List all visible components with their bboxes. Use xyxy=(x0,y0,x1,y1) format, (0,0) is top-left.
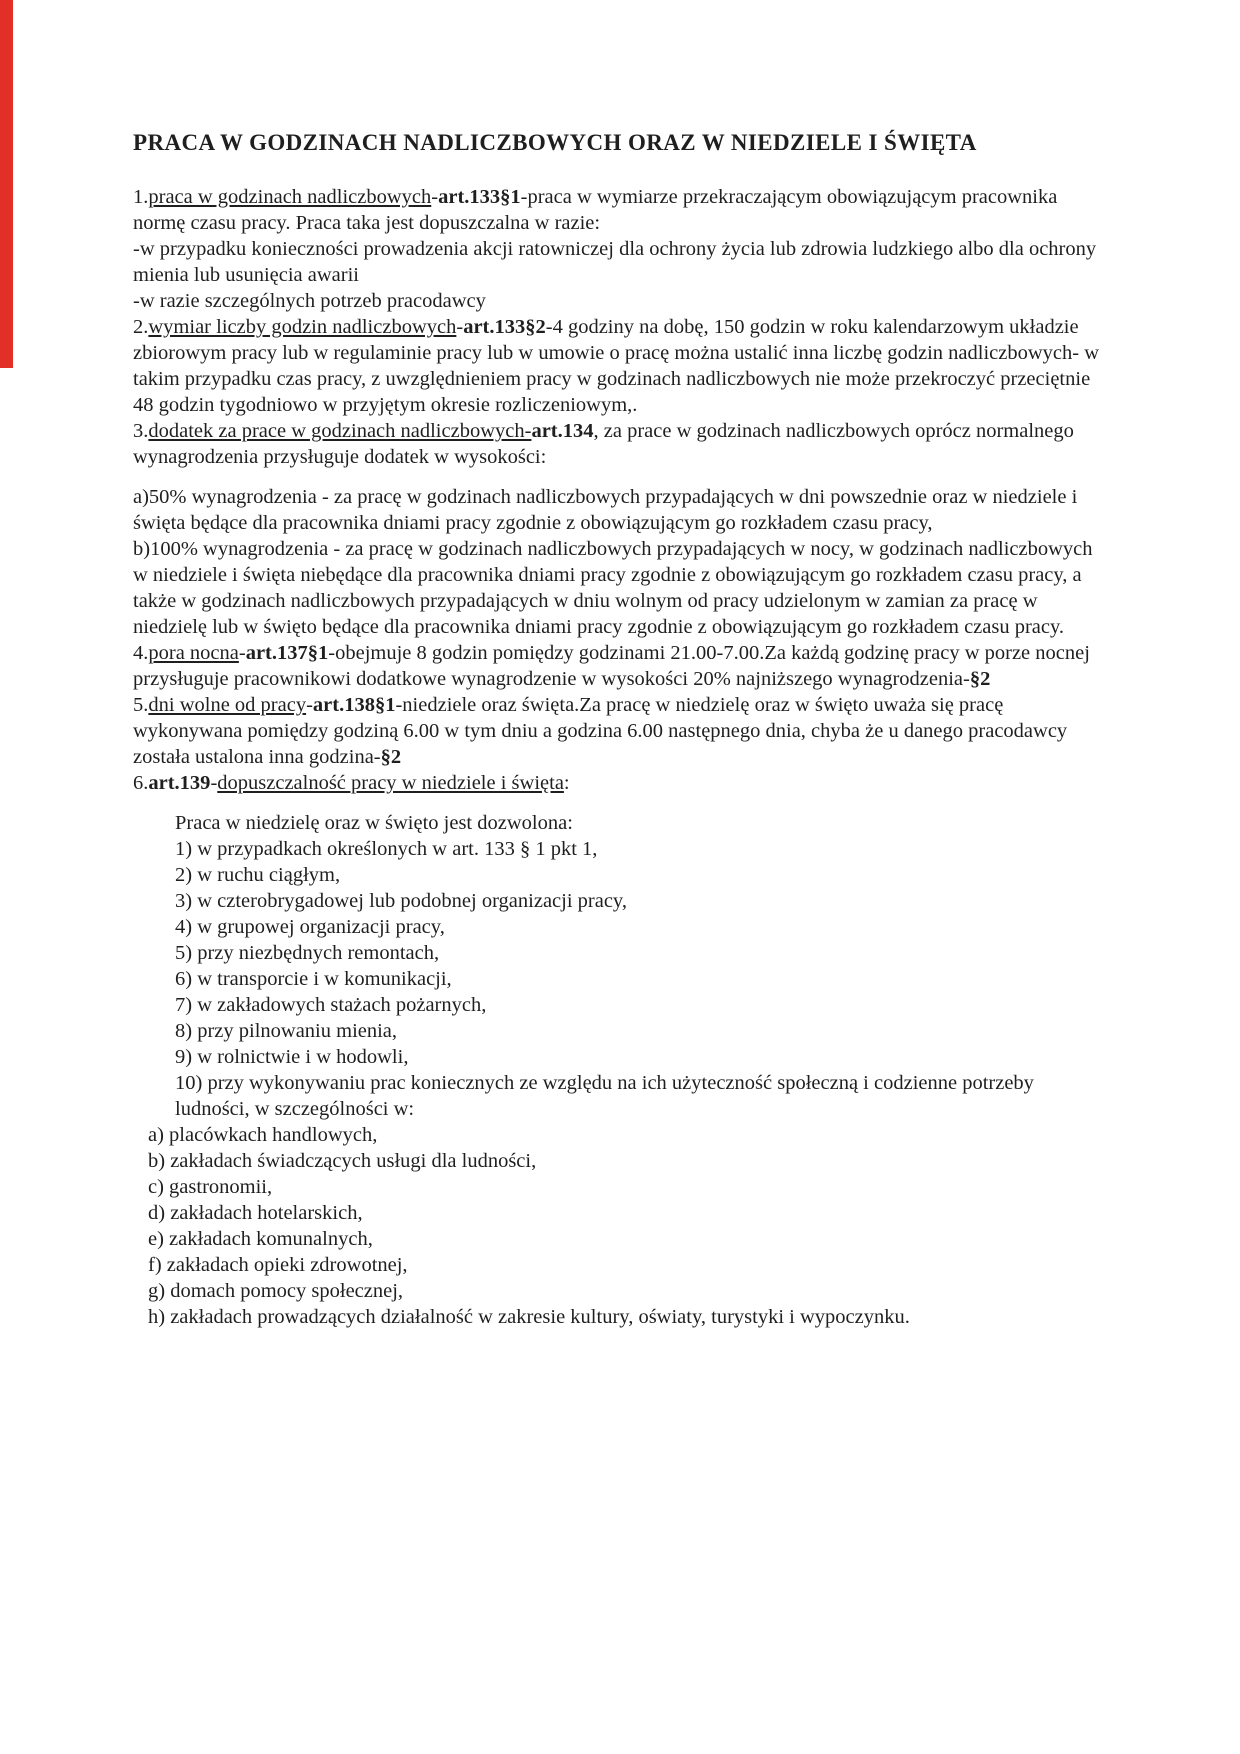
paragraph-supplement-50-percent xyxy=(133,484,1105,536)
text-segment: b)100% wynagrodzenia - za pracę w godzinach nadliczbowych przypadających w nocy, w godzinach nadliczbowych w niedziele i święta niebędące dla pracownika dniami pracy zgodnie z obowiązującym go rozkładem czasu pracy, a także w godzinach nadliczbowych przypadających w dniu wolnym od pracy udzielonym w zamian za pracę w niedzielę lub w święto będące dla pracownika dniami pracy zgodnie z obowiązującym go rozkładem czasu pracy. xyxy=(133,538,1093,638)
paragraph-overtime-definition xyxy=(133,184,1105,236)
list-item xyxy=(175,1070,1105,1122)
text-segment: - xyxy=(431,186,439,208)
text-segment: 10) przy wykonywaniu prac koniecznych ze względu na ich użyteczność społeczną i codzienne potrzeby ludności, w szczególności w: xyxy=(175,1072,1034,1120)
list-item xyxy=(148,1304,1105,1330)
paragraph-sunday-work-intro xyxy=(175,810,1105,836)
text-segment: dni wolne od pracy xyxy=(148,694,307,716)
text-segment: 2) w ruchu ciągłym, xyxy=(175,864,341,886)
text-segment: 6. xyxy=(133,772,149,794)
text-segment: - xyxy=(456,316,464,338)
text-segment: a)50% wynagrodzenia - za pracę w godzinach nadliczbowych przypadających w dni powszednie oraz w niedziele i święta będące dla pracownika dniami pracy zgodnie z obowiązującym go rozkładem czasu pracy, xyxy=(133,486,1078,534)
text-segment: 7) w zakładowych stażach pożarnych, xyxy=(175,994,487,1016)
text-segment: 1. xyxy=(133,186,149,208)
text-segment: wymiar liczby godzin nadliczbowych xyxy=(148,316,457,338)
list-item xyxy=(148,1200,1105,1226)
text-segment: dopuszczalność pracy w niedziele i święta xyxy=(217,772,564,794)
text-segment: 3. xyxy=(133,420,149,442)
paragraph-supplement-100-percent xyxy=(133,536,1105,640)
text-segment: 4) w grupowej organizacji pracy, xyxy=(175,916,445,938)
text-segment: e) zakładach komunalnych, xyxy=(148,1228,373,1250)
text-segment: - xyxy=(306,694,313,716)
text-segment: dodatek za prace w godzinach nadliczbowych- xyxy=(148,420,532,442)
text-segment: -niedziele oraz święta.Za pracę w niedzielę oraz w święto uważa się pracę wykonywana pomiędzy godziną 6.00 w tym dniu a godzina 6.00 następnego dnia, chyba że u danego pracodawcy została ustalona inna godzina- xyxy=(133,694,1068,768)
text-segment: praca w godzinach nadliczbowych xyxy=(148,186,432,208)
document-blocks xyxy=(133,184,1105,1330)
text-segment: art.133§2 xyxy=(463,316,546,338)
text-segment: 8) przy pilnowaniu mienia, xyxy=(175,1020,398,1042)
text-segment: - xyxy=(238,642,246,664)
text-segment: 5. xyxy=(133,694,149,716)
text-segment: art.133§1 xyxy=(438,186,521,208)
text-segment: art.139 xyxy=(148,772,211,794)
list-item xyxy=(148,1122,1105,1148)
list-item xyxy=(148,1226,1105,1252)
text-segment: 5) przy niezbędnych remontach, xyxy=(175,942,440,964)
paragraph-night-time xyxy=(133,640,1105,692)
paragraph-days-off xyxy=(133,692,1105,770)
text-segment: , za prace w godzinach nadliczbowych oprócz normalnego wynagrodzenia przysługuje dodatek w wysokości: xyxy=(133,420,1074,468)
text-segment: art.134 xyxy=(531,420,594,442)
text-segment: -obejmuje 8 godzin pomiędzy godzinami 21.00-7.00.Za każdą godzinę pracy w porze nocnej przysługuje pracownikowi dodatkowe wynagrodzenie w wysokości 20% najniższego wynagrodzenia- xyxy=(133,642,1090,690)
text-segment: 4. xyxy=(133,642,149,664)
paragraph-employer-needs-clause xyxy=(133,288,1105,314)
list-item xyxy=(175,836,1105,862)
text-segment: art.138§1 xyxy=(312,694,396,716)
red-edge-marker xyxy=(0,0,13,368)
list-item xyxy=(175,966,1105,992)
list-item xyxy=(148,1252,1105,1278)
text-segment: -4 godziny na dobę, 150 godzin w roku kalendarzowym układzie zbiorowym pracy lub w regulaminie pracy lub w umowie o pracę można ustalić inna liczbę godzin nadliczbowych- w takim przypadku czas pracy, z uwzględnieniem pracy w godzinach nadliczbowych nie może przekroczyć przeciętnie 48 godzin tygodniowo w przyjętym okresie rozliczeniowym,. xyxy=(133,316,1100,416)
text-segment: f) zakładach opieki zdrowotnej, xyxy=(148,1254,408,1276)
text-segment: b) zakładach świadczących usługi dla ludności, xyxy=(148,1150,537,1172)
list-item xyxy=(148,1278,1105,1304)
text-segment: g) domach pomocy społecznej, xyxy=(148,1280,404,1302)
list-item xyxy=(175,1044,1105,1070)
text-segment: -w przypadku konieczności prowadzenia akcji ratowniczej dla ochrony życia lub zdrowia ludzkiego albo dla ochrony mienia lub usunięcia awarii xyxy=(133,238,1097,286)
page-title: PRACA W GODZINACH NADLICZBOWYCH ORAZ W NIEDZIELE I ŚWIĘTA xyxy=(133,130,977,155)
text-segment: - xyxy=(210,772,218,794)
text-segment: : xyxy=(563,772,570,794)
text-segment: §2 xyxy=(380,746,402,768)
text-segment: c) gastronomii, xyxy=(148,1176,273,1198)
paragraph-overtime-limits xyxy=(133,314,1105,418)
list-item xyxy=(148,1148,1105,1174)
list-item xyxy=(175,1018,1105,1044)
text-segment: 3) w czterobrygadowej lub podobnej organizacji pracy, xyxy=(175,890,627,912)
text-segment: 9) w rolnictwie i w hodowli, xyxy=(175,1046,409,1068)
text-segment: 2. xyxy=(133,316,149,338)
text-segment: 1) w przypadkach określonych w art. 133 § 1 pkt 1, xyxy=(175,838,598,860)
text-segment: h) zakładach prowadzących działalność w zakresie kultury, oświaty, turystyki i wypoczynku. xyxy=(148,1306,910,1328)
text-segment: d) zakładach hotelarskich, xyxy=(148,1202,363,1224)
text-segment: -praca w wymiarze przekraczającym obowiązującym pracownika normę czasu pracy. Praca taka jest dopuszczalna w razie: xyxy=(133,186,1058,234)
list-item xyxy=(175,914,1105,940)
paragraph-rescue-clause xyxy=(133,236,1105,288)
document-content xyxy=(133,128,1105,1330)
paragraph-overtime-supplement xyxy=(133,418,1105,470)
list-item xyxy=(148,1174,1105,1200)
text-segment: pora nocna xyxy=(148,642,239,664)
text-segment: -w razie szczególnych potrzeb pracodawcy xyxy=(133,290,486,312)
text-segment: §2 xyxy=(969,668,991,690)
text-segment: art.137§1 xyxy=(245,642,329,664)
list-item xyxy=(175,992,1105,1018)
text-segment: Praca w niedzielę oraz w święto jest dozwolona: xyxy=(175,812,573,834)
list-item xyxy=(175,862,1105,888)
paragraph-art-139-heading xyxy=(133,770,1105,796)
text-segment: 6) w transporcie i w komunikacji, xyxy=(175,968,452,990)
list-item xyxy=(175,940,1105,966)
list-item xyxy=(175,888,1105,914)
text-segment: a) placówkach handlowych, xyxy=(148,1124,378,1146)
